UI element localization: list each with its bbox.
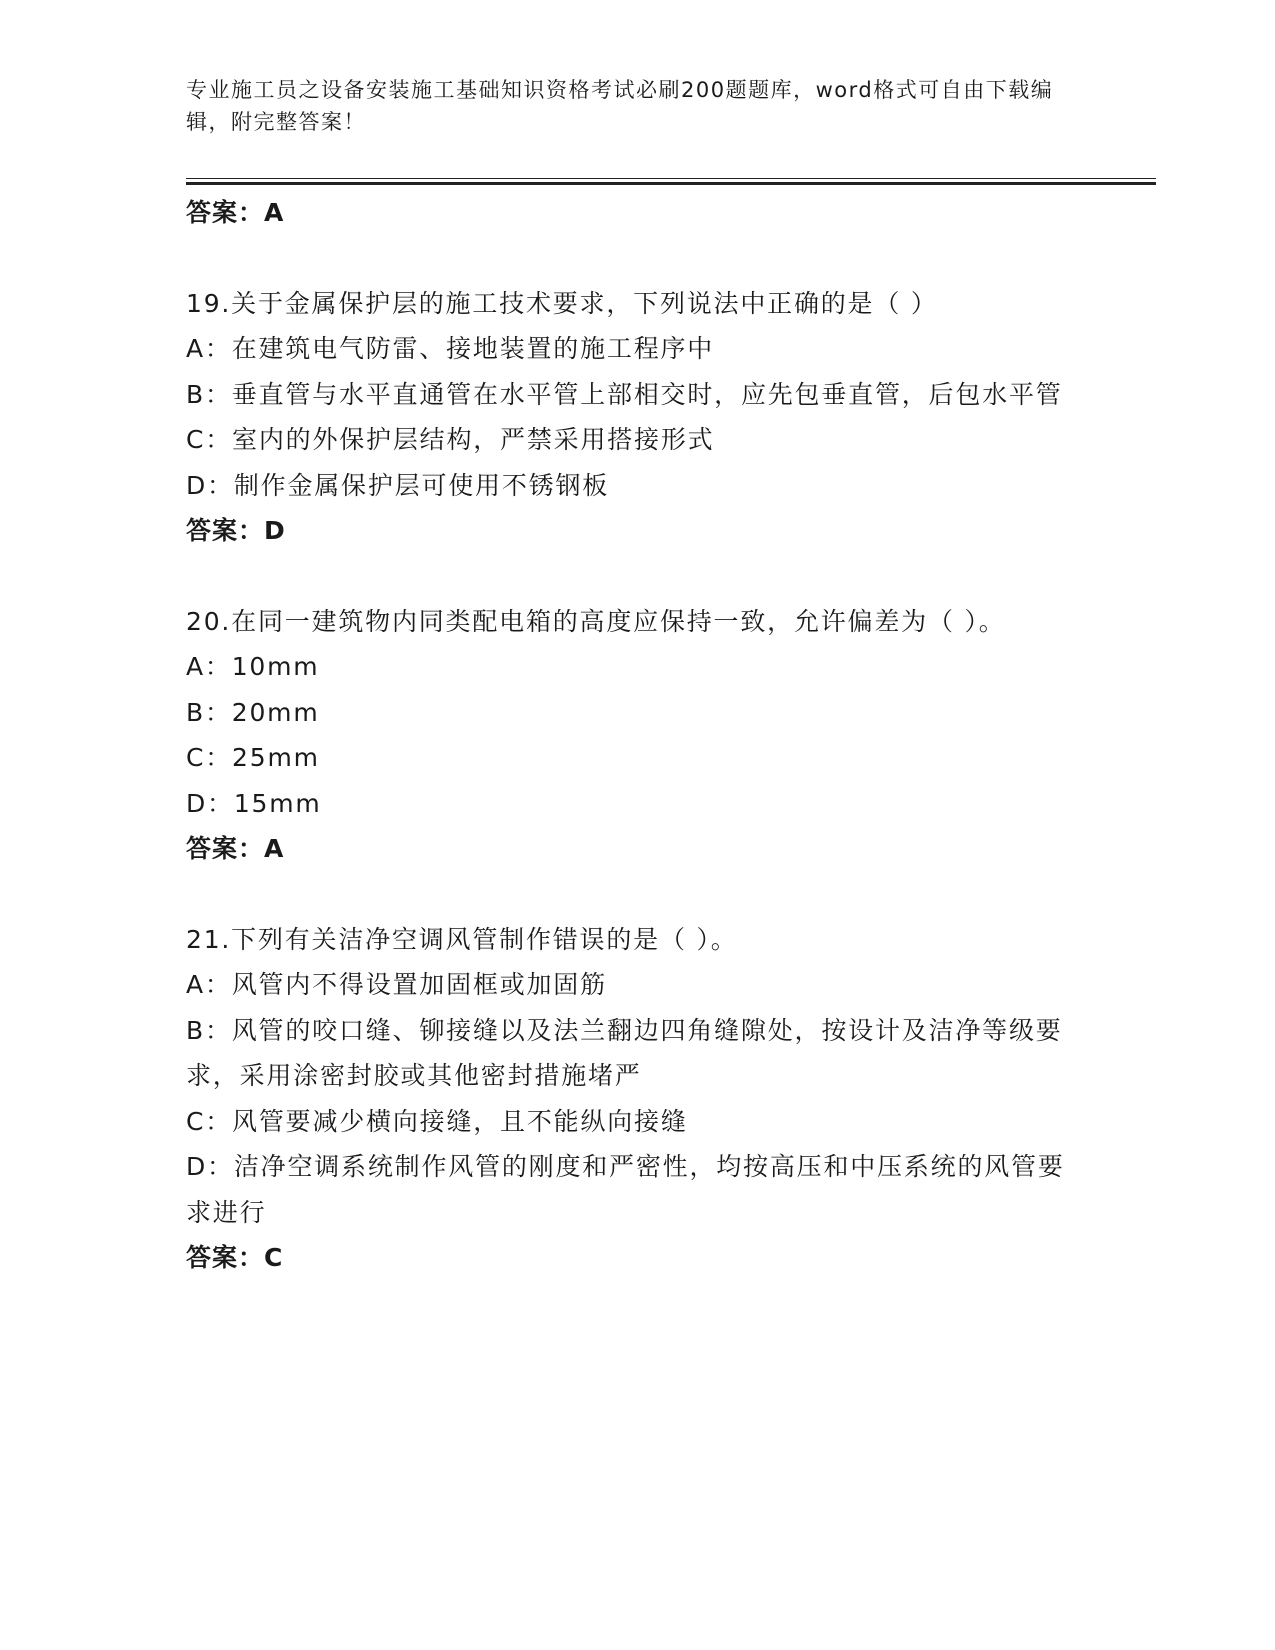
question-19 — [186, 281, 1076, 554]
previous-answer: 答案：A — [186, 198, 285, 227]
question-20 — [186, 599, 1076, 872]
question-21 — [186, 917, 1076, 1281]
answer: 答案：C — [186, 1243, 284, 1272]
document-body — [186, 190, 1076, 1281]
answer: 答案：A — [186, 834, 285, 863]
option-d: D：15mm — [186, 788, 322, 818]
option-d: D：洁净空调系统制作风管的刚度和严密性，均按高压和中压系统的风管要求进行 — [186, 1152, 1065, 1227]
page-header: 专业施工员之设备安装施工基础知识资格考试必刷200题题库，word格式可自由下载编辑，附完整答案！ — [186, 78, 1054, 134]
option-a: A：风管内不得设置加固框或加固筋 — [186, 970, 607, 999]
spacer — [186, 872, 1076, 917]
header-rule-thick — [186, 182, 1156, 185]
spacer — [186, 554, 1076, 599]
option-b: B：风管的咬口缝、铆接缝以及法兰翻边四角缝隙处，按设计及洁净等级要求，采用涂密封胶或其他密封措施堵严 — [186, 1015, 1063, 1090]
option-a: A：10mm — [186, 652, 320, 681]
option-c: C：室内的外保护层结构，严禁采用搭接形式 — [186, 425, 715, 454]
question-stem: 20.在同一建筑物内同类配电箱的高度应保持一致，允许偏差为（ ）。 — [186, 606, 1006, 636]
spacer — [186, 236, 1076, 281]
option-b: B：垂直管与水平直通管在水平管上部相交时，应先包垂直管，后包水平管 — [186, 379, 1063, 409]
option-c: C：风管要减少横向接缝，且不能纵向接缝 — [186, 1106, 688, 1136]
answer: 答案：D — [186, 516, 286, 545]
question-stem: 19.关于金属保护层的施工技术要求，下列说法中正确的是（ ） — [186, 288, 938, 318]
question-stem: 21.下列有关洁净空调风管制作错误的是（ ）。 — [186, 924, 738, 954]
header-rule-thin — [186, 178, 1156, 179]
option-c: C：25mm — [186, 743, 320, 772]
option-a: A：在建筑电气防雷、接地装置的施工程序中 — [186, 334, 715, 363]
option-d: D：制作金属保护层可使用不锈钢板 — [186, 470, 610, 500]
option-b: B：20mm — [186, 697, 320, 727]
